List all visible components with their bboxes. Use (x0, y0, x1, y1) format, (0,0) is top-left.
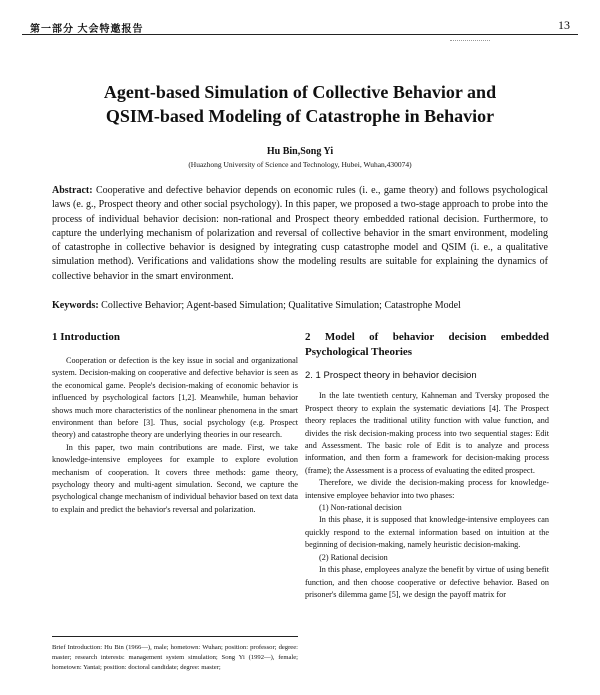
list-item-non-rational: (1) Non-rational decision (319, 503, 402, 513)
scan-mark (450, 40, 490, 45)
author-footnote: Brief Introduction: Hu Bin (1966—), male; hometown: Wuhan; position: professor; degree: master; research interests: management system simulation; Song Yi (1992—), female; hometown: Yantai; position: doctoral candidate; degree: master; (52, 636, 298, 673)
keywords (52, 299, 548, 312)
authors: Hu Bin,Song Yi (266, 146, 334, 157)
affiliation: (Huazhong University of Science and Technology, Hubei, Wuhan,430074) (188, 160, 412, 169)
page-number: 13 (558, 18, 570, 32)
abstract-text: Cooperative and defective behavior depends on economic rules (i. e., game theory) and follows psychological laws (e. g., Prospect theory and other social psychology). In this paper, we proposed a two-stage approach to probe into the process of individual behavior decision: non-rational and Prospect theory embedded rational decision. Furthermore, to capture the underlying mechanism of polarization and reversal of collective behavior in the smart environment, modeling of catastrophe in collective behavior is designed by integrating cusp catastrophe model and QSIM (i. e., a qualitative simulation method). Verifications and validations show the modeling results are suitable for explaining the dynamics of collective behavior in the smart environment. (52, 185, 548, 282)
left-column (52, 330, 298, 516)
keywords-text: Collective Behavior; Agent-based Simulation; Qualitative Simulation; Catastrophe Model (98, 300, 461, 311)
running-head-section: 第一部分 大会特邀报告 (30, 24, 144, 35)
keywords-label: Keywords: (52, 300, 99, 311)
subsection-heading-prospect: 2. 1 Prospect theory in behavior decision (305, 370, 477, 381)
prospect-paragraph-2: Therefore, we divide the decision-making process for knowledge-intensive employee behavior into two phases: (305, 478, 549, 500)
running-head (22, 18, 578, 35)
abstract (52, 184, 548, 284)
section-heading-introduction: 1 Introduction (52, 331, 120, 343)
prospect-paragraph-1: In the late twentieth century, Kahneman and Tversky proposed the Prospect theory to explain the systematic deviations [4]. The Prospect theory replaces the traditional utility function with value function, and divides the risk decision-making process into two sequential stages: Edit and Assessment. The basic role of Edit is to analyze and process information, and then form a framework for decision-making process (frame); the Assessment is a process of evaluating the edited prospect. (305, 391, 549, 475)
intro-paragraph-2: In this paper, two main contributions are made. First, we take knowledge-intensive employees for example to explore evolution mechanism of cooperation. It covers three methods: game theory, psychology theory and multi-agent simulation. Second, we capture the psychological change mechanism of individual behavior based on text data to explain and predict the behavior's reversal and polarization. (52, 442, 298, 514)
paper-title (0, 80, 600, 128)
abstract-label: Abstract: (52, 185, 93, 196)
list-item-rational: (2) Rational decision (319, 552, 388, 562)
intro-paragraph-1: Cooperation or defection is the key issue in social and organizational system. Decision-making on cooperative and defective behavior is seen as the economical game. People's decision-making of economic behavior is influenced by psychological factors [1,2]. Meanwhile, human behavior shows much more characteristics of the nonlinear phenomena in the smart environment than before [3]. Thus, social psychology (e.g. Prospect theory) and catastrophe theory are underlying theories in our research. (52, 356, 298, 440)
section-heading-model: 2 Model of behavior decision embedded Psychological Theories (305, 331, 549, 358)
prospect-paragraph-4: In this phase, employees analyze the benefit by virtue of using benefit function, and then choose cooperative or defective behavior. Based on prisoner's dilemma game [5], we design the payoff matrix for (305, 565, 549, 599)
title-line-1: Agent-based Simulation of Collective Behavior and (103, 82, 497, 102)
prospect-paragraph-3: In this phase, it is supposed that knowledge-intensive employees can quickly respond to the external information based on intuition at the beginning of decision-making, namely heuristic decision-making. (305, 515, 549, 550)
title-line-2: QSIM-based Modeling of Catastrophe in Behavior (105, 106, 495, 126)
right-column (305, 330, 549, 601)
